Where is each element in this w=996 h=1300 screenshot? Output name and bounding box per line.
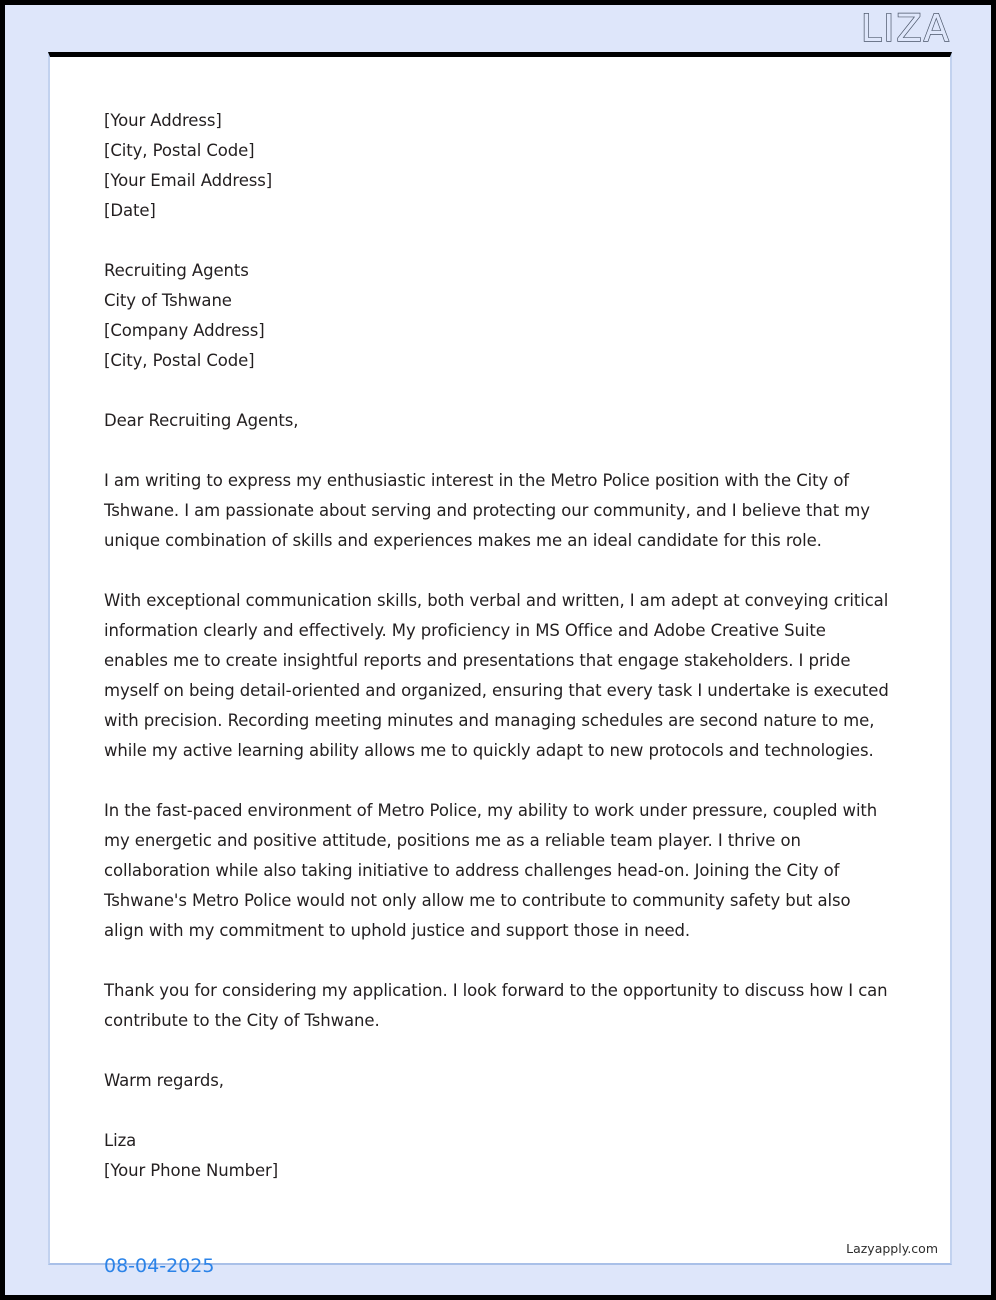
signature-name: Liza (104, 1131, 137, 1150)
letter-body (104, 106, 894, 1186)
salutation: Dear Recruiting Agents, (104, 411, 299, 430)
paragraph-block-3 (104, 796, 894, 946)
sender-email-line: [Your Email Address] (104, 171, 273, 190)
recipient-address-line: [Company Address] (104, 321, 265, 340)
body-paragraph: Thank you for considering my application. I look forward to the opportunity to discuss how I can contribute to the City of Tshwane. (104, 981, 888, 1030)
sender-address-block (104, 106, 894, 226)
recipient-address-block (104, 256, 894, 376)
body-paragraph: With exceptional communication skills, both verbal and written, I am adept at conveying critical information clearly and effectively. My proficiency in MS Office and Adobe Creative Suite enables me to create insightful reports and presentations that engage stakeholders. I pride myself on being detail-oriented and organized, ensuring that every task I undertake is executed with precision. Recording meeting minutes and managing schedules are second nature to me, while my active learning ability allows me to quickly adapt to new protocols and technologies. (104, 591, 889, 760)
sender-city-line: [City, Postal Code] (104, 141, 255, 160)
signature-phone: [Your Phone Number] (104, 1161, 279, 1180)
sender-address-line: [Your Address] (104, 111, 222, 130)
body-paragraph: In the fast-paced environment of Metro Police, my ability to work under pressure, coupled with my energetic and positive attitude, positions me as a reliable team player. I thrive on collaboration while also taking initiative to address challenges head-on. Joining the City of Tshwane's Metro Police would not only allow me to contribute to community safety but also align with my commitment to uphold justice and support those in need. (104, 801, 878, 940)
salutation-block (104, 406, 894, 436)
recipient-company-line: City of Tshwane (104, 291, 232, 310)
letterhead-band (5, 5, 991, 52)
footer-brand-label: Lazyapply.com (846, 1241, 938, 1256)
recipient-city-line: [City, Postal Code] (104, 351, 255, 370)
paragraph-block-4 (104, 976, 894, 1036)
sender-date-line: [Date] (104, 201, 156, 220)
letter-panel (48, 52, 952, 1265)
paragraph-block-1 (104, 466, 894, 556)
footer-date-label: 08-04-2025 (104, 1255, 215, 1277)
letterhead-name: LIZA (860, 7, 951, 50)
closing-salutation: Warm regards, (104, 1071, 224, 1090)
paragraph-block-2 (104, 586, 894, 766)
recipient-name-line: Recruiting Agents (104, 261, 249, 280)
signature-block (104, 1126, 894, 1186)
closing-block (104, 1066, 894, 1096)
body-paragraph: I am writing to express my enthusiastic interest in the Metro Police position with the City of Tshwane. I am passionate about serving and protecting our community, and I believe that my unique combination of skills and experiences makes me an ideal candidate for this role. (104, 471, 870, 550)
